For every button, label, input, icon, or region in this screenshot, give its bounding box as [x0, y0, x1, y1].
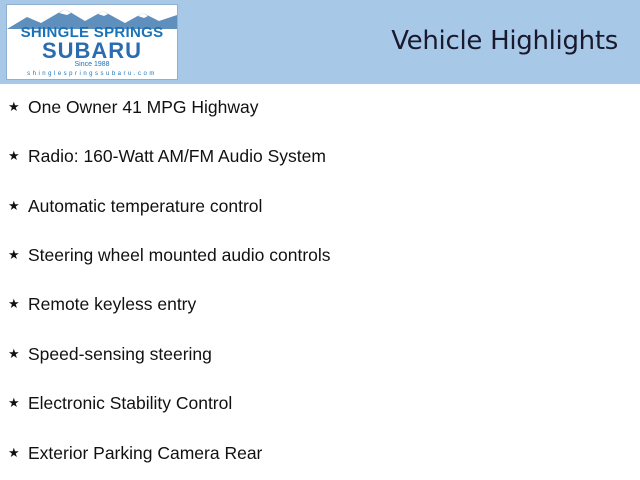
- star-icon: ★: [8, 148, 20, 163]
- highlight-text: Steering wheel mounted audio controls: [28, 244, 331, 265]
- highlight-text: Radio: 160-Watt AM/FM Audio System: [28, 145, 326, 166]
- dealer-logo: [6, 4, 178, 80]
- list-item: [8, 293, 196, 315]
- list-item: [8, 96, 259, 118]
- header-bar: [0, 0, 640, 84]
- star-icon: ★: [8, 296, 20, 311]
- star-icon: ★: [8, 395, 20, 410]
- logo-line1: SHINGLE SPRINGS: [20, 24, 164, 41]
- page-title: Vehicle Highlights: [391, 26, 618, 56]
- list-item: [8, 145, 326, 167]
- list-item: [8, 244, 331, 266]
- highlight-text: Remote keyless entry: [28, 293, 197, 314]
- star-icon: ★: [8, 247, 20, 262]
- highlight-text: Automatic temperature control: [28, 195, 263, 216]
- star-icon: ★: [8, 99, 20, 114]
- highlight-text: One Owner 41 MPG Highway: [28, 96, 259, 117]
- highlight-text: Electronic Stability Control: [28, 392, 233, 413]
- logo-line2: SUBARU: [41, 38, 143, 63]
- highlight-text: Exterior Parking Camera Rear: [28, 442, 263, 463]
- logo-since: Since 1988: [74, 61, 110, 68]
- list-item: [8, 195, 262, 217]
- list-item: [8, 442, 262, 464]
- star-icon: ★: [8, 198, 20, 213]
- list-item: [8, 343, 212, 365]
- highlight-text: Speed-sensing steering: [28, 343, 212, 364]
- star-icon: ★: [8, 445, 20, 460]
- star-icon: ★: [8, 346, 20, 361]
- logo-url: shinglespringssubaru.com: [27, 71, 157, 77]
- list-item: [8, 392, 232, 414]
